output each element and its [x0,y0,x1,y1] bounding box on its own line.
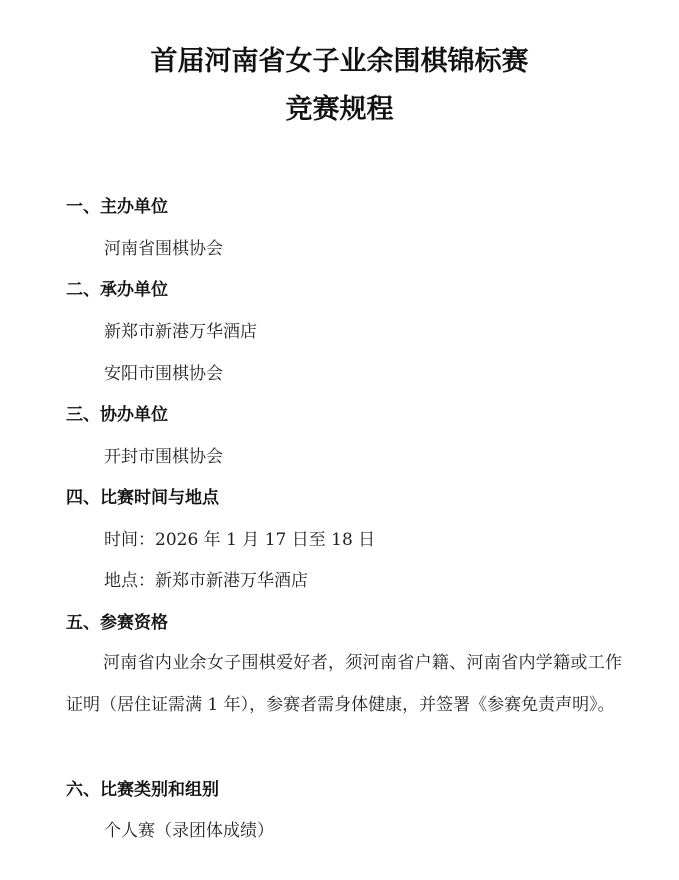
host-name-2: 安阳市围棋协会 [104,364,223,384]
section-heading-categories: 六、比赛类别和组别 [66,780,219,800]
section-heading-eligibility: 五、参赛资格 [66,613,168,633]
co-organizer-name: 开封市围棋协会 [104,447,223,467]
section-heading-co-organizer: 三、协办单位 [66,405,168,425]
document-subtitle: 竞赛规程 [285,94,394,125]
section-heading-organizer: 一、主办单位 [66,197,168,217]
category-individual: 个人赛（录团体成绩） [104,821,274,841]
event-venue: 地点：新郑市新港万华酒店 [104,571,308,591]
eligibility-paragraph: 河南省内业余女子围棋爱好者，须河南省户籍、河南省内学籍或工作证明（居住证需满 1 年），参赛者需身体健康，并签署《参赛免责声明》。 [66,653,622,715]
host-name-1: 新郑市新港万华酒店 [104,322,257,342]
organizer-name: 河南省围棋协会 [104,239,223,259]
document-title: 首届河南省女子业余围棋锦标赛 [150,46,529,77]
section-heading-time-venue: 四、比赛时间与地点 [66,488,219,508]
event-time: 时间：2026 年 1 月 17 日至 18 日 [104,530,376,550]
section-heading-host: 二、承办单位 [66,280,168,300]
